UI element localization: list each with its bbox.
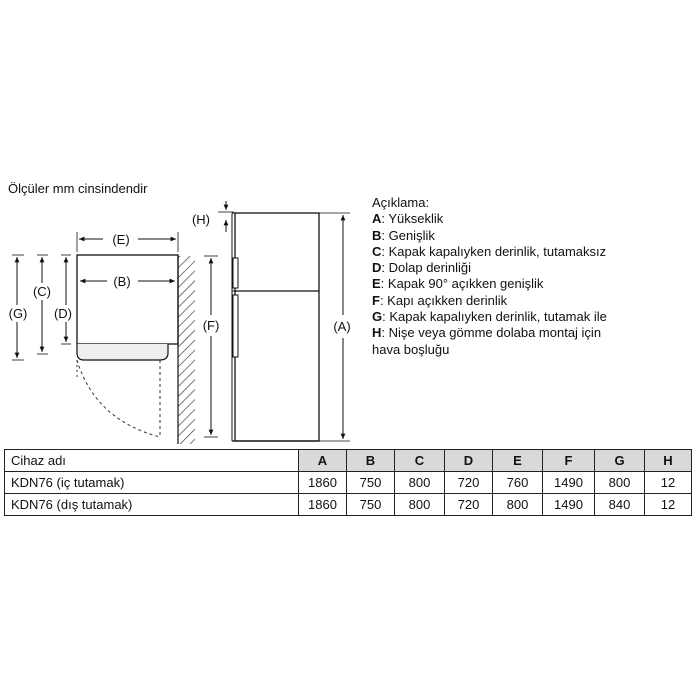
units-note: Ölçüler mm cinsindendir [8, 181, 148, 196]
col-header-a: A [299, 450, 347, 472]
label-e: (E) [112, 232, 130, 247]
cell-f: 1490 [543, 494, 595, 516]
legend-item-h: H: Nişe veya gömme dolaba montaj için [372, 325, 602, 341]
legend-item-h-continuation: hava boşluğu [372, 341, 450, 357]
cell-a: 1860 [299, 494, 347, 516]
col-header-e: E [493, 450, 543, 472]
cell-g: 840 [595, 494, 645, 516]
dim-f [203, 256, 220, 437]
cabinet-top-view [77, 255, 178, 344]
fridge-body [235, 213, 319, 441]
cell-h: 12 [645, 472, 692, 494]
cell-e: 800 [493, 494, 543, 516]
cell-device-name: KDN76 (iç tutamak) [5, 472, 299, 494]
dimensions-table [4, 449, 692, 516]
legend [372, 195, 607, 358]
fridge-handle [233, 295, 238, 357]
legend-item-d: D: Dolap derinliği [372, 260, 471, 276]
legend-item-c: C: Kapak kapalıyken derinlik, tutamaksız [372, 243, 607, 259]
table-header-row [5, 450, 692, 472]
legend-item-g: G: Kapak kapalıyken derinlik, tutamak ile [372, 309, 607, 325]
label-g: (G) [8, 306, 28, 321]
legend-item-e: E: Kapak 90° açıkken genişlik [372, 276, 544, 292]
cell-device-name: KDN76 (dış tutamak) [5, 494, 299, 516]
table-row [5, 494, 692, 516]
cell-d: 720 [445, 494, 493, 516]
label-d: (D) [53, 306, 73, 321]
legend-title: Açıklama: [372, 195, 430, 210]
legend-item-f: F: Kapı açıkken derinlik [372, 292, 508, 308]
cell-d: 720 [445, 472, 493, 494]
label-f: (F) [202, 318, 220, 333]
col-header-g: G [595, 450, 645, 472]
col-header-b: B [347, 450, 395, 472]
cell-h: 12 [645, 494, 692, 516]
cell-g: 800 [595, 472, 645, 494]
label-h: (H) [191, 212, 211, 227]
table-row [5, 472, 692, 494]
door-swing-arc [77, 360, 160, 437]
cell-e: 760 [493, 472, 543, 494]
col-header-d: D [445, 450, 493, 472]
legend-item-a: A: Yükseklik [372, 211, 444, 227]
col-header-device-name: Cihaz adı [5, 450, 299, 472]
cell-b: 750 [347, 494, 395, 516]
label-c: (C) [32, 284, 52, 299]
wall-hatch [178, 256, 195, 444]
top-view [9, 232, 195, 444]
col-header-h: H [645, 450, 692, 472]
col-header-f: F [543, 450, 595, 472]
door-closed [77, 344, 168, 360]
cell-c: 800 [395, 472, 445, 494]
cell-c: 800 [395, 494, 445, 516]
label-b: (B) [113, 274, 131, 289]
legend-item-b: B: Genişlik [372, 227, 435, 243]
cell-b: 750 [347, 472, 395, 494]
freezer-handle [233, 258, 238, 288]
label-a: (A) [333, 319, 351, 334]
col-header-c: C [395, 450, 445, 472]
cell-f: 1490 [543, 472, 595, 494]
cell-a: 1860 [299, 472, 347, 494]
